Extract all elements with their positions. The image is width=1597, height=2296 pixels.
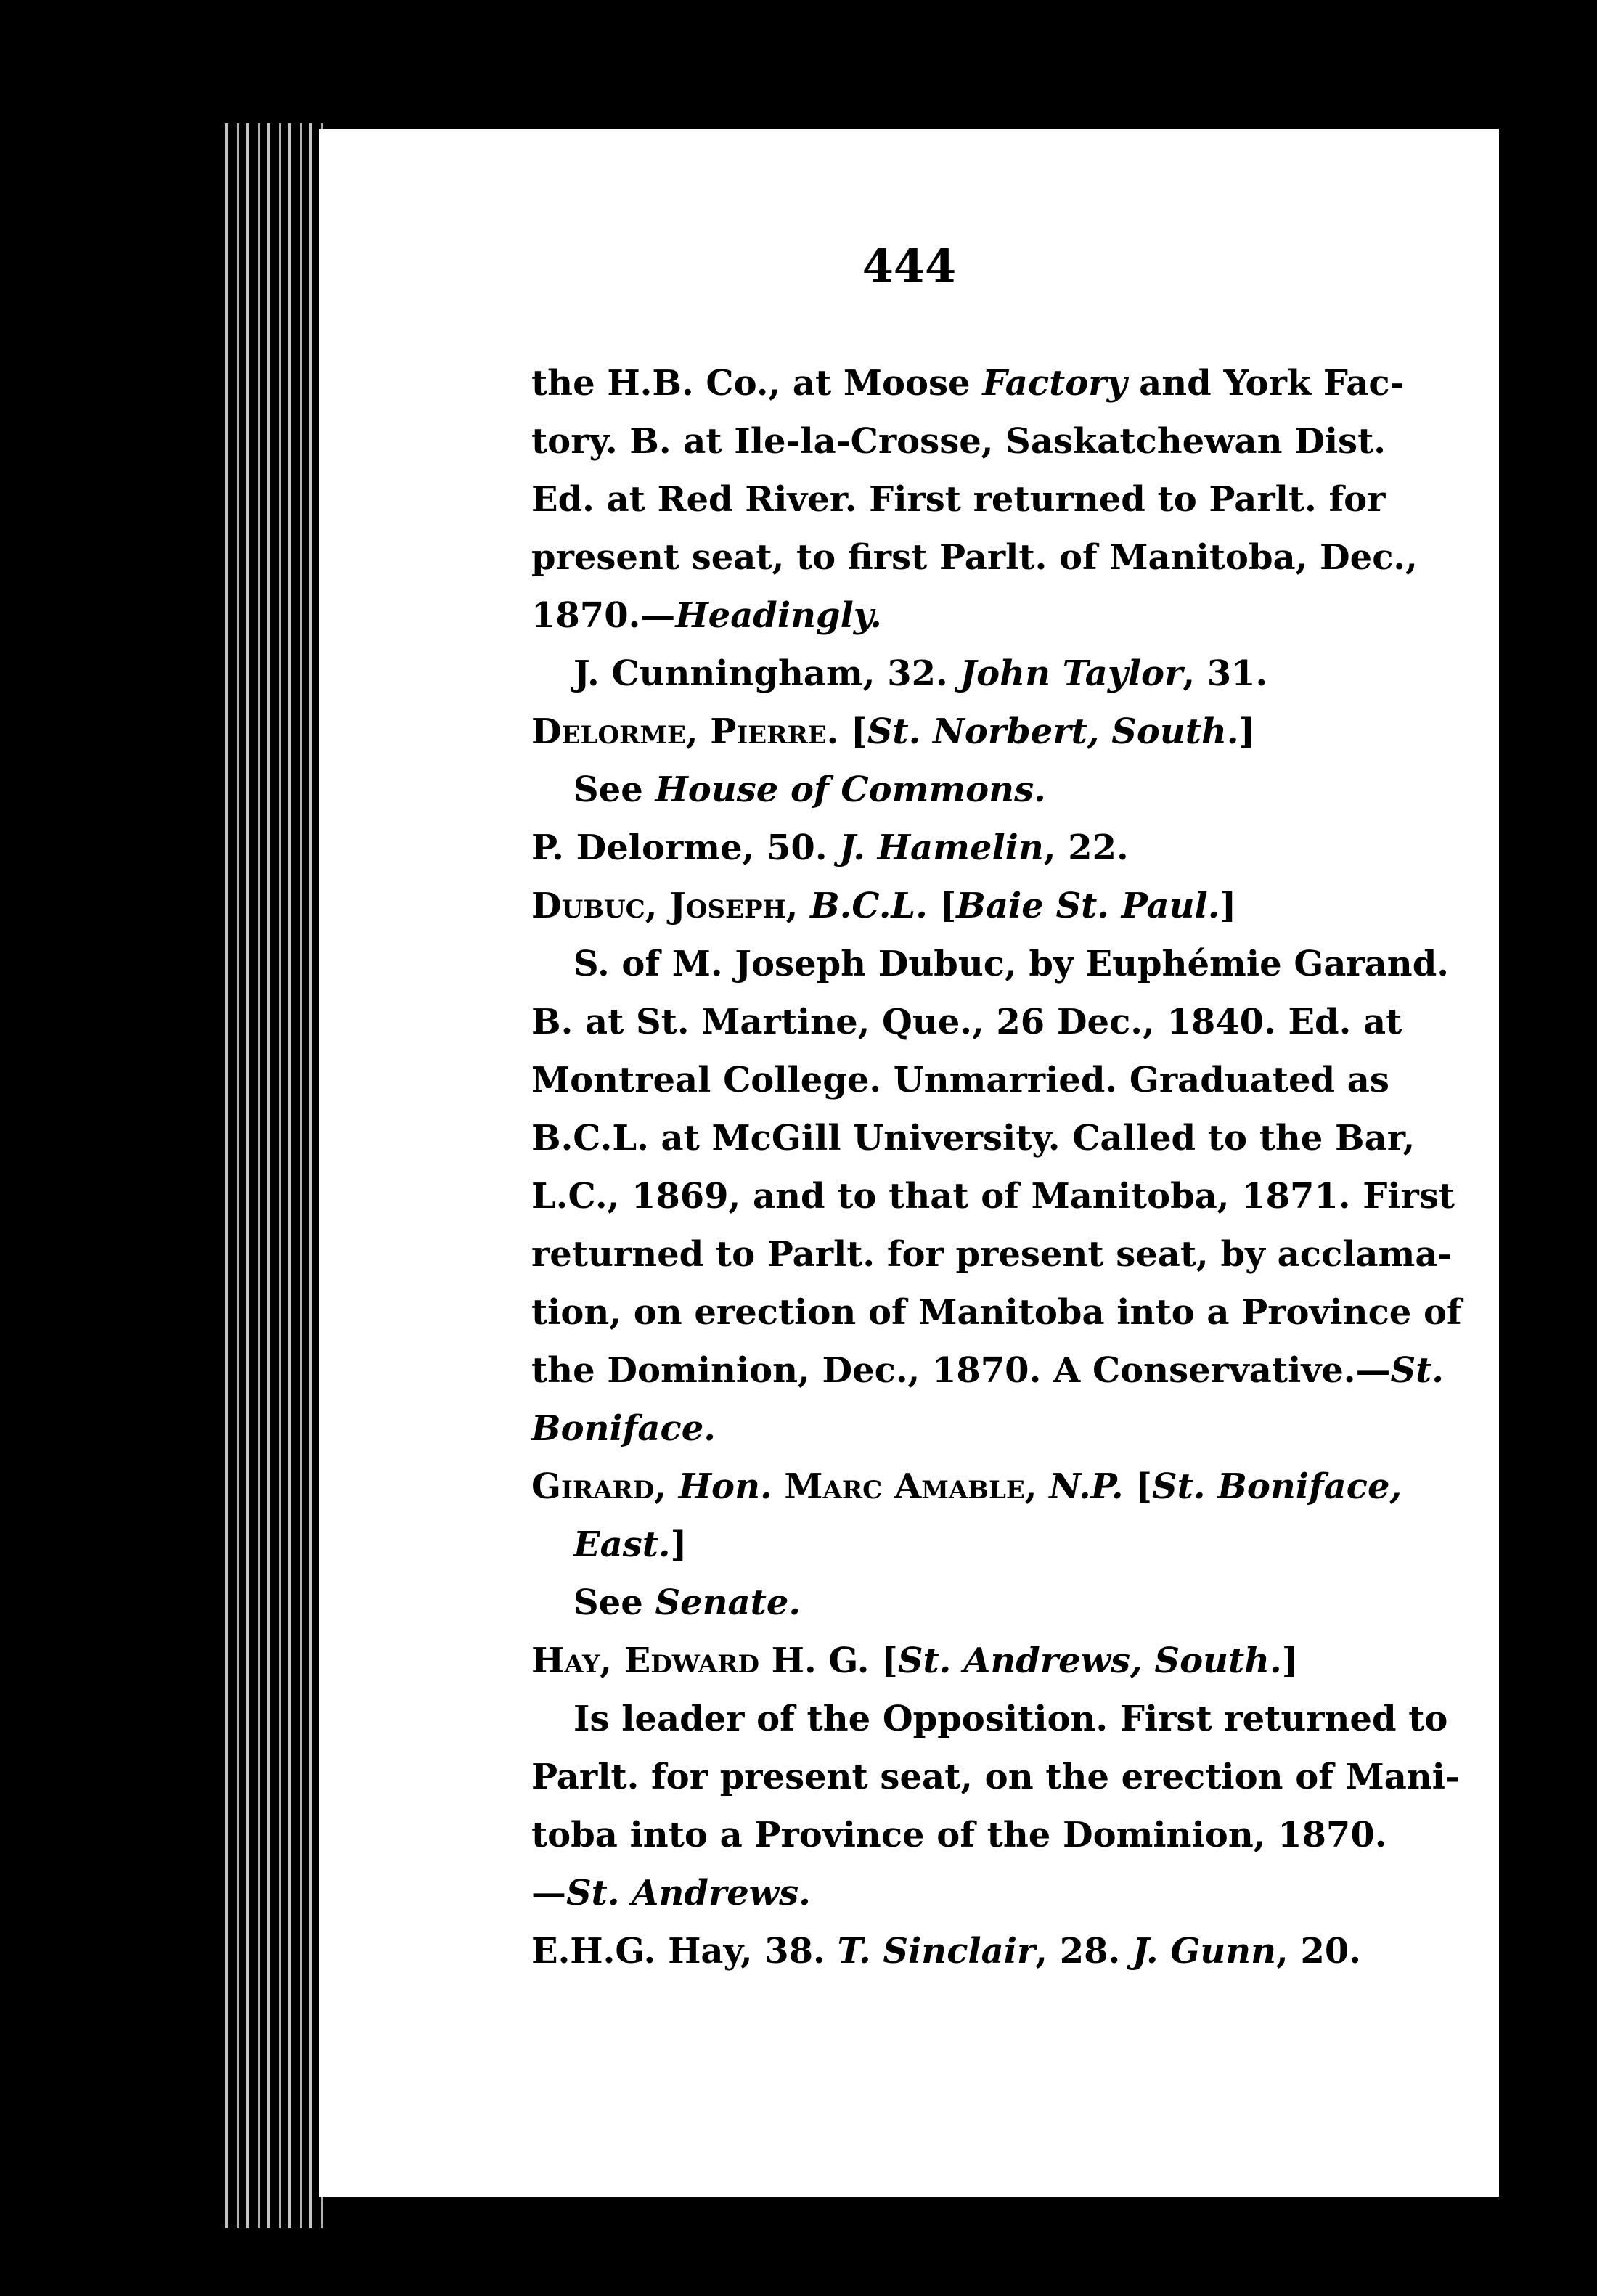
text-segment: — <box>531 1873 566 1913</box>
text-line <box>531 1690 1475 1748</box>
text-segment: Montreal College. Unmarried. Graduated as <box>531 1060 1389 1100</box>
text-segment: John Taylor <box>960 653 1183 694</box>
text-segment: J. Gunn <box>1132 1931 1277 1972</box>
text-line <box>531 1632 1475 1690</box>
text-line <box>531 819 1475 877</box>
text-line <box>531 354 1475 412</box>
text-line <box>531 761 1475 819</box>
text-segment: the Dominion, Dec., 1870. A Conservative.— <box>531 1350 1391 1391</box>
text-segment: Baie St. Paul. <box>956 886 1220 926</box>
text-segment: Senate. <box>655 1582 801 1623</box>
text-segment: Hay, Edward <box>531 1641 759 1681</box>
text-segment: 1870.— <box>531 595 676 636</box>
text-segment <box>798 886 810 926</box>
text-segment: toba into a Province of the Dominion, 1870. <box>531 1815 1387 1855</box>
text-line <box>531 1864 1475 1922</box>
book-page <box>319 129 1499 2197</box>
text-line <box>531 935 1475 993</box>
text-segment: ] <box>670 1524 687 1565</box>
text-segment: present seat, to first Parlt. of Manitoba, Dec., <box>531 537 1418 578</box>
text-segment: See <box>573 1582 655 1623</box>
text-segment: J. Hamelin <box>839 828 1044 868</box>
text-line <box>531 877 1475 935</box>
text-segment: [ <box>927 886 957 926</box>
text-segment <box>772 1466 785 1507</box>
text-line <box>531 1051 1475 1109</box>
text-segment: H. G. [ <box>759 1641 898 1681</box>
text-line <box>531 1341 1475 1400</box>
text-segment: Marc Amable, <box>784 1466 1037 1507</box>
text-line <box>531 587 1475 645</box>
text-line <box>531 703 1475 761</box>
text-segment: L.C., 1869, and to that of Manitoba, 1871. First <box>531 1176 1455 1217</box>
text-line <box>531 412 1475 470</box>
text-segment: St. Boniface, <box>1152 1466 1402 1507</box>
text-segment: Girard, <box>531 1466 666 1507</box>
text-segment <box>666 1466 679 1507</box>
text-segment: , 31. <box>1183 653 1268 694</box>
text-segment: T. Sinclair <box>837 1931 1036 1972</box>
text-line <box>531 528 1475 587</box>
text-line <box>531 1458 1475 1516</box>
text-segment: ] <box>1238 711 1256 752</box>
text-line <box>531 993 1475 1051</box>
text-line <box>531 1516 1475 1574</box>
text-segment: St. Norbert, South. <box>867 711 1239 752</box>
text-segment: Hon. <box>678 1466 772 1507</box>
text-line <box>531 1109 1475 1167</box>
text-segment: Headingly. <box>675 595 882 636</box>
text-segment: , 20. <box>1276 1931 1361 1972</box>
text-segment: B.C.L. <box>810 886 928 926</box>
page-number: 444 <box>862 240 957 293</box>
text-segment: Factory <box>982 363 1127 404</box>
text-segment: East. <box>573 1524 671 1565</box>
text-line <box>531 1748 1475 1806</box>
text-segment: [ <box>1123 1466 1152 1507</box>
text-segment: and York Fac- <box>1127 363 1405 404</box>
text-segment: See <box>573 769 655 810</box>
text-segment: N.P. <box>1049 1466 1124 1507</box>
book-binding-edge <box>218 123 327 2228</box>
text-segment: B. at St. Martine, Que., 26 Dec., 1840. Ed. at <box>531 1002 1402 1042</box>
text-segment: Delorme, Pierre. <box>531 711 839 752</box>
text-segment: ] <box>1281 1641 1299 1681</box>
text-segment: , 22. <box>1043 828 1129 868</box>
text-line <box>531 645 1475 703</box>
text-line <box>531 1167 1475 1225</box>
text-line <box>531 1806 1475 1864</box>
text-segment: tory. B. at Ile-la-Crosse, Saskatchewan Dist. <box>531 421 1386 462</box>
text-segment: returned to Parlt. for present seat, by acclama- <box>531 1234 1453 1275</box>
text-segment: the H.B. Co., at Moose <box>531 363 983 404</box>
text-segment: , 28. <box>1035 1931 1132 1972</box>
text-segment: Dubuc, Joseph, <box>531 886 798 926</box>
text-segment: House of Commons. <box>655 769 1046 810</box>
text-segment: St. Andrews, South. <box>897 1641 1282 1681</box>
text-segment: S. of M. Joseph Dubuc, by Euphémie Garand. <box>573 944 1449 984</box>
text-segment: P. Delorme, 50. <box>531 828 840 868</box>
text-segment: Parlt. for present seat, on the erection of Mani- <box>531 1757 1460 1797</box>
text-segment: tion, on erection of Manitoba into a Province of <box>531 1292 1462 1333</box>
page-body-text <box>531 354 1475 1980</box>
text-segment: ] <box>1220 886 1237 926</box>
text-line <box>531 1922 1475 1980</box>
text-segment: Boniface. <box>531 1408 716 1449</box>
text-segment: [ <box>838 711 867 752</box>
text-segment: St. Andrews. <box>566 1873 811 1913</box>
text-segment: J. Cunningham, 32. <box>573 653 960 694</box>
text-line <box>531 1225 1475 1283</box>
text-line <box>531 1400 1475 1458</box>
text-line <box>531 1574 1475 1632</box>
text-segment: St. <box>1390 1350 1444 1391</box>
text-segment: E.H.G. Hay, 38. <box>531 1931 838 1972</box>
text-line <box>531 470 1475 528</box>
text-segment: Is leader of the Opposition. First returned to <box>573 1699 1448 1739</box>
text-segment <box>1037 1466 1049 1507</box>
text-segment: Ed. at Red River. First returned to Parlt. for <box>531 479 1386 520</box>
text-segment: B.C.L. at McGill University. Called to the Bar, <box>531 1118 1416 1159</box>
text-line <box>531 1283 1475 1341</box>
